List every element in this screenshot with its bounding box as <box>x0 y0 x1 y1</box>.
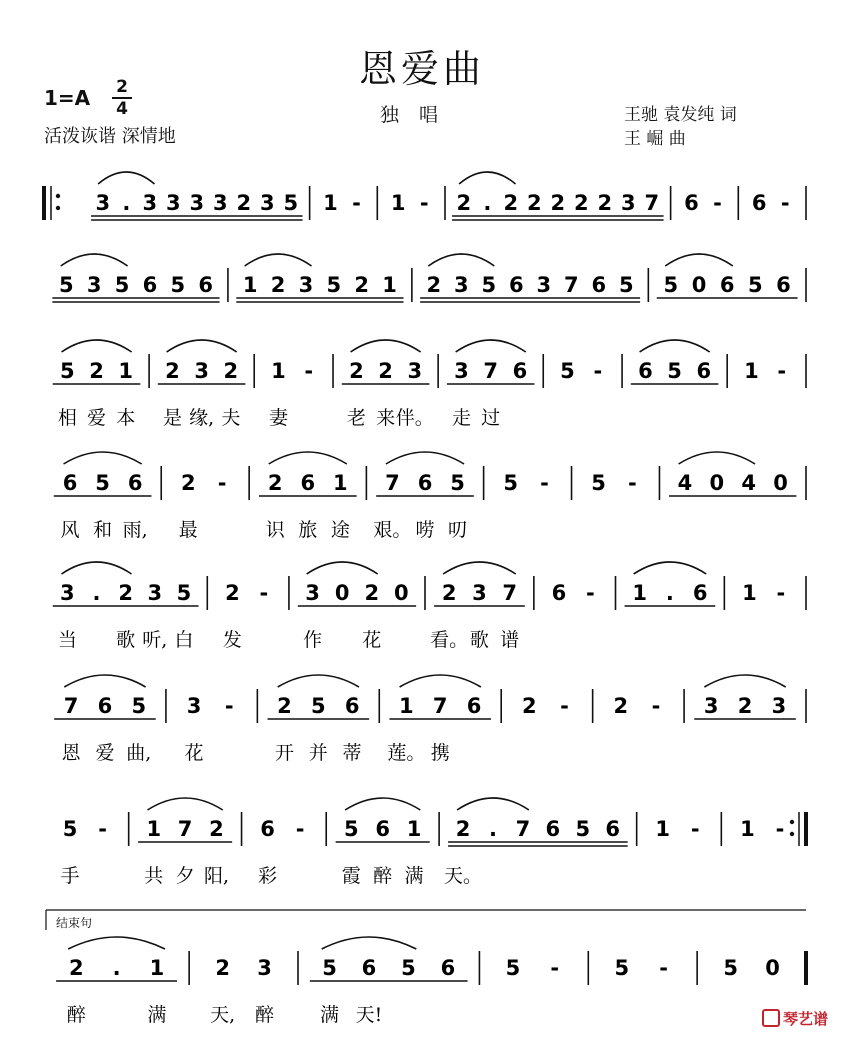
note: 7 <box>483 359 499 383</box>
note: 2 <box>236 191 252 215</box>
lyric-syllable: 看。 <box>430 629 469 651</box>
note: 3 <box>142 191 158 215</box>
note: 5 <box>481 273 497 297</box>
note: 6 <box>417 471 433 495</box>
lyric-syllable: 醉 <box>66 1004 86 1026</box>
note: 0 <box>765 956 780 980</box>
note: 3 <box>536 273 552 297</box>
note: 3 <box>257 956 272 980</box>
slur-arc <box>400 675 481 687</box>
note: 5 <box>95 471 110 495</box>
note: 6 <box>142 273 158 297</box>
slur-arc <box>64 452 142 464</box>
note: 5 <box>58 273 74 297</box>
note: 3 <box>194 359 209 383</box>
dash-note: - <box>713 191 722 215</box>
note: 2 <box>225 581 240 605</box>
note: 5 <box>326 273 342 297</box>
note: 5 <box>311 694 326 718</box>
dash-note: - <box>593 359 603 383</box>
note: 2 <box>597 191 613 215</box>
dash-note: - <box>540 471 549 495</box>
composer-credit: 王 崛 曲 <box>624 129 686 149</box>
note: 1 <box>149 956 165 980</box>
note: 6 <box>776 273 791 297</box>
lyric-syllable: 并 <box>308 742 328 764</box>
note: 2 <box>354 273 370 297</box>
note: 3 <box>472 581 487 605</box>
dash-note: - <box>690 817 700 841</box>
lyric-syllable: 和 <box>93 519 113 541</box>
note: 5 <box>591 471 606 495</box>
note: 6 <box>719 273 735 297</box>
repeat-dot <box>790 832 794 836</box>
slur-arc <box>245 254 312 266</box>
note: 6 <box>638 359 653 383</box>
note: 6 <box>692 581 708 605</box>
note: 7 <box>502 581 517 605</box>
lyric-syllable: 阳, <box>203 865 229 887</box>
note: 1 <box>406 817 422 841</box>
note: 4 <box>741 471 756 495</box>
note: 0 <box>394 581 409 605</box>
note: 3 <box>213 191 228 215</box>
note: 2 <box>456 191 472 215</box>
note: 0 <box>709 471 725 495</box>
lyric-syllable: 天! <box>355 1004 383 1026</box>
slur-arc <box>269 452 347 464</box>
note: 7 <box>385 471 400 495</box>
dash-note: - <box>304 359 314 383</box>
note: 5 <box>170 273 186 297</box>
note: 5 <box>748 273 763 297</box>
slur-arc <box>167 340 237 352</box>
note: 6 <box>361 956 377 980</box>
note: 7 <box>63 694 79 718</box>
note: 5 <box>614 956 630 980</box>
lyric-syllable: 花 <box>362 629 382 651</box>
lyric-syllable: 风 <box>60 519 80 541</box>
note: 5 <box>575 817 591 841</box>
lyric-syllable: 夕 <box>175 865 195 887</box>
lyric-syllable: 夫 <box>221 407 241 429</box>
tempo-marking: 活泼诙谐 深情地 <box>44 126 176 147</box>
note: 5 <box>450 471 465 495</box>
lyric-syllable: 最 <box>178 519 198 541</box>
lyric-syllable: 爱 <box>95 742 115 764</box>
note: 6 <box>375 817 390 841</box>
note: 3 <box>95 191 111 215</box>
slur-arc <box>704 675 785 687</box>
note: 5 <box>505 956 521 980</box>
dash-note: - <box>217 471 227 495</box>
lyric-syllable: 莲。 <box>387 742 426 764</box>
note: 3 <box>189 191 205 215</box>
key-signature: 1=A <box>44 86 91 110</box>
note: 2 <box>526 191 542 215</box>
dot-mark: . <box>112 956 121 980</box>
note: 7 <box>432 694 448 718</box>
lyric-syllable: 老 <box>346 407 366 429</box>
slur-arc <box>307 562 378 574</box>
lyric-syllable: 花 <box>184 742 204 764</box>
dash-note: - <box>259 581 269 605</box>
lyric-syllable: 过 <box>481 407 501 429</box>
slur-arc <box>278 675 359 687</box>
lyric-syllable: 白 <box>174 629 194 651</box>
lyric-syllable: 天, <box>210 1004 236 1026</box>
dash-note: - <box>659 956 669 980</box>
note: 2 <box>215 956 230 980</box>
note: 2 <box>349 359 364 383</box>
note: 6 <box>684 191 699 215</box>
note: 6 <box>545 817 561 841</box>
lyric-syllable: 恩 <box>61 742 81 764</box>
dot-mark: . <box>122 191 131 215</box>
note: 0 <box>334 581 350 605</box>
dash-note: - <box>628 471 637 495</box>
note: 0 <box>773 471 788 495</box>
note: 1 <box>382 273 397 297</box>
note: 3 <box>703 694 719 718</box>
note: 3 <box>147 581 163 605</box>
slur-arc <box>68 937 165 949</box>
note: 1 <box>146 817 162 841</box>
note: 3 <box>60 581 75 605</box>
lyric-syllable: 歌 <box>116 629 136 651</box>
note: 1 <box>742 581 757 605</box>
dash-note: - <box>352 191 361 215</box>
note: 5 <box>60 359 75 383</box>
note: 3 <box>454 359 469 383</box>
note: 5 <box>176 581 192 605</box>
slur-arc <box>428 254 494 266</box>
lyricist-credit: 王驰 袁发纯 词 <box>624 105 737 125</box>
dash-note: - <box>777 359 787 383</box>
note: 1 <box>118 359 134 383</box>
lyric-syllable: 叨 <box>448 519 468 541</box>
lyric-syllable: 走 <box>451 407 472 429</box>
note: 3 <box>771 694 787 718</box>
dash-note: - <box>586 581 595 605</box>
slur-arc <box>456 340 526 352</box>
note: 1 <box>323 191 338 215</box>
note: 2 <box>270 273 286 297</box>
lyric-syllable: 雨, <box>122 519 148 541</box>
slur-arc <box>147 798 222 810</box>
note: 3 <box>260 191 275 215</box>
note: 6 <box>440 956 456 980</box>
lyric-syllable: 满 <box>147 1004 167 1026</box>
note: 2 <box>455 817 471 841</box>
note: 6 <box>198 273 213 297</box>
lyric-syllable: 霞 <box>341 865 361 887</box>
watermark-text: 琴艺谱 <box>783 1010 829 1028</box>
dash-note: - <box>98 817 107 841</box>
lyric-syllable: 醉 <box>254 1004 275 1026</box>
lyric-syllable: 伴。 <box>395 407 434 429</box>
lyric-syllable: 天。 <box>444 865 483 887</box>
song-title: 恩爱曲 <box>358 47 485 91</box>
dot-mark: . <box>488 817 497 841</box>
note: 6 <box>551 581 567 605</box>
note: 6 <box>751 191 767 215</box>
lyric-syllable: 当 <box>57 629 77 651</box>
dash-note: - <box>224 694 234 718</box>
lyric-syllable: 本 <box>116 407 136 429</box>
lyric-syllable: 相 <box>57 407 77 429</box>
note: 6 <box>696 359 712 383</box>
slur-arc <box>443 562 516 574</box>
note: 6 <box>127 471 143 495</box>
note: 5 <box>322 956 337 980</box>
note: 0 <box>691 273 707 297</box>
dash-note: - <box>776 581 786 605</box>
lyric-syllable: 谱 <box>500 629 520 651</box>
note: 6 <box>260 817 275 841</box>
repeat-dot <box>56 206 60 210</box>
note: 1 <box>655 817 671 841</box>
note: 5 <box>401 956 416 980</box>
note: 6 <box>591 273 607 297</box>
slur-arc <box>322 937 417 949</box>
slur-arc <box>665 254 733 266</box>
dash-note: - <box>775 817 785 841</box>
note: 5 <box>503 471 518 495</box>
note: 3 <box>186 694 202 718</box>
lyric-syllable: 是 <box>162 407 182 429</box>
note: 3 <box>165 191 181 215</box>
performance-type: 独唱 <box>380 104 459 126</box>
time-signature-bottom: 4 <box>116 99 128 119</box>
slur-arc <box>64 675 145 687</box>
slur-arc <box>98 172 154 184</box>
note: 3 <box>621 191 636 215</box>
note: 2 <box>180 471 196 495</box>
note: 2 <box>737 694 753 718</box>
lyric-syllable: 曲, <box>126 742 152 764</box>
lyric-syllable: 妻 <box>268 407 288 429</box>
note: 2 <box>426 273 442 297</box>
lyric-syllable: 爱 <box>87 407 107 429</box>
note: 2 <box>209 817 224 841</box>
slur-arc <box>62 340 132 352</box>
lyric-syllable: 唠 <box>415 519 435 541</box>
note: 2 <box>277 694 292 718</box>
note: 1 <box>333 471 348 495</box>
note: 2 <box>223 359 239 383</box>
note: 2 <box>267 471 283 495</box>
note: 6 <box>509 273 524 297</box>
lyric-syllable: 作 <box>303 629 323 651</box>
slur-arc <box>386 452 464 464</box>
lyric-syllable: 共 <box>144 865 164 887</box>
lyric-syllable: 旅 <box>298 519 318 541</box>
note: 6 <box>512 359 528 383</box>
lyric-syllable: 满 <box>404 865 424 887</box>
note: 1 <box>399 694 414 718</box>
note: 6 <box>466 694 482 718</box>
dash-note: - <box>419 191 429 215</box>
note: 3 <box>454 273 469 297</box>
lyric-syllable: 听, <box>142 629 168 651</box>
note: 3 <box>298 273 314 297</box>
note: 1 <box>242 273 258 297</box>
note: 1 <box>390 191 406 215</box>
note: 2 <box>118 581 133 605</box>
lyric-syllable: 彩 <box>258 865 278 887</box>
slur-arc <box>679 452 755 464</box>
note: 6 <box>344 694 360 718</box>
dot-mark: . <box>92 581 101 605</box>
time-signature-top: 2 <box>116 77 128 97</box>
ending-label: 结束句 <box>56 916 93 930</box>
repeat-dot <box>56 194 60 198</box>
note: 2 <box>378 359 393 383</box>
slur-arc <box>351 340 421 352</box>
lyric-syllable: 蒂 <box>342 742 362 764</box>
note: 7 <box>564 273 579 297</box>
note: 1 <box>744 359 759 383</box>
note: 2 <box>364 581 380 605</box>
slur-arc <box>345 798 420 810</box>
note: 5 <box>62 817 78 841</box>
slur-arc <box>634 562 707 574</box>
slur-arc <box>640 340 710 352</box>
note: 2 <box>165 359 180 383</box>
lyric-syllable: 满 <box>320 1004 340 1026</box>
note: 7 <box>515 817 531 841</box>
lyric-syllable: 来 <box>376 407 396 429</box>
note: 2 <box>503 191 519 215</box>
note: 5 <box>619 273 634 297</box>
note: 6 <box>97 694 113 718</box>
slur-arc <box>61 254 128 266</box>
note: 7 <box>177 817 193 841</box>
note: 5 <box>343 817 359 841</box>
note: 1 <box>740 817 755 841</box>
note: 6 <box>62 471 78 495</box>
repeat-dot <box>790 820 794 824</box>
note: 1 <box>632 581 648 605</box>
note: 3 <box>86 273 102 297</box>
dot-mark: . <box>665 581 674 605</box>
note: 5 <box>663 273 679 297</box>
lyric-syllable: 识 <box>265 519 285 541</box>
dash-note: - <box>550 956 560 980</box>
note: 2 <box>89 359 104 383</box>
lyric-syllable: 途 <box>330 519 350 541</box>
note: 2 <box>441 581 457 605</box>
lyric-syllable: 手 <box>60 865 80 887</box>
note: 5 <box>723 956 738 980</box>
lyric-syllable: 艰。 <box>373 519 412 541</box>
note: 4 <box>677 471 693 495</box>
note: 5 <box>283 191 299 215</box>
note: 5 <box>114 273 130 297</box>
note: 6 <box>300 471 316 495</box>
lyric-syllable: 缘, <box>189 407 215 429</box>
note: 3 <box>305 581 320 605</box>
dash-note: - <box>295 817 305 841</box>
dash-note: - <box>780 191 790 215</box>
note: 2 <box>613 694 629 718</box>
note: 3 <box>407 359 423 383</box>
lyric-syllable: 醉 <box>373 865 393 887</box>
note: 7 <box>644 191 660 215</box>
slur-arc <box>61 562 131 574</box>
note: 2 <box>68 956 84 980</box>
dot-mark: . <box>483 191 492 215</box>
dash-note: - <box>560 694 569 718</box>
note: 2 <box>550 191 566 215</box>
note: 5 <box>560 359 575 383</box>
slur-arc <box>459 172 515 184</box>
lyric-syllable: 开 <box>274 742 294 764</box>
note: 2 <box>574 191 589 215</box>
slur-arc <box>457 798 529 810</box>
dash-note: - <box>651 694 661 718</box>
lyric-syllable: 携 <box>430 742 450 764</box>
lyric-syllable: 歌 <box>469 629 489 651</box>
note: 1 <box>271 359 286 383</box>
note: 5 <box>131 694 147 718</box>
note: 6 <box>605 817 621 841</box>
lyric-syllable: 发 <box>222 629 242 651</box>
note: 5 <box>667 359 682 383</box>
note: 2 <box>522 694 537 718</box>
